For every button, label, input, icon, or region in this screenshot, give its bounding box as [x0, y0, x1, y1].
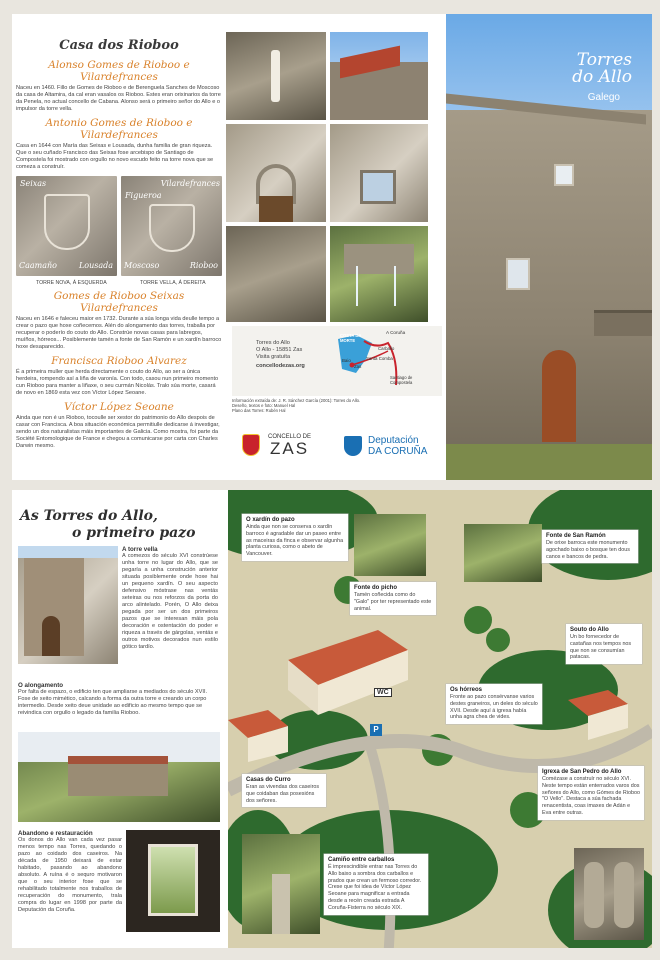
photo-gargoyle [330, 32, 428, 120]
gomes-text: Naceu en 1646 e faleceu maior en 1732. Durante a súa longa vida deulle tempo a crear o pazo que hoxe coñecemos. Alén do alongamento das torres, traballa por recuperar o poderío do couto do Allo. Constrúe novas casas para labregos, muíños, hórreos... Posiblemente tamén a fonte de San Ramón e un xardín barroco hoxe desaparecido. [16, 316, 222, 350]
card-horreos-title: Os hórreos [450, 687, 483, 693]
cover-language: Galego [587, 92, 620, 103]
cover-title [572, 52, 632, 86]
alonso-text: Naceu en 1460. Fillo de Gomes de Rioboo e de Berenguela Sanches de Moscoso da casa de Altamira, da cal eran vasalos os Rioboo. Estes eran orixinarios da torre da Penela, no actual concello de Cabana. Alonso será o primeiro señor do Allo e o impulsor da torre vella. [16, 85, 221, 112]
shield-right [121, 176, 222, 276]
card-curro-text: Eran as vivendas dos caseiros que coidaban das posesións dos señores. [246, 784, 320, 804]
francisca-heading: Francisca Rioboo Alvarez [51, 355, 187, 367]
victor-heading: Víctor López Seoane [64, 401, 174, 413]
cover-photo [446, 14, 652, 480]
deputacion-logo-text [368, 436, 427, 457]
mini-map-santa-comba: Santa Comba [366, 356, 393, 361]
alongamento-text: Por falta de espazo, o edificio ten que ampliarse a mediados do século XVII. Fose de xeito mimético, calcando a forma da outra torre e creando un corpo intermedio. Desde xeito deue unidade ao edificio ao mesmo tempo que se reivindica con orgullo o legado da familia Rioboo. [18, 689, 208, 716]
info-line-2: O Allo - 15851 Zas [256, 347, 303, 353]
gomes-heading: Gomes de Rioboo Seixas Vilardefrances [53, 290, 185, 314]
credits-line-2: Deseño, textos e foto: Manuel Hal [232, 403, 296, 408]
photo-window-interior [126, 830, 220, 932]
card-xardin-text: Ainda que non se conserva o xardín barroco é agradable dar un paseo entre as maceiras da finca e observar algunha planta curiosa, como o abeto de Vancouver. [246, 524, 344, 558]
mini-map-carballo: Carballo [378, 346, 395, 351]
history-title-line-1: As Torres do Allo, [20, 508, 158, 524]
card-fonte-picho-text: Tamén coñecida como do "Galo" por ter representado este animal. [354, 592, 432, 612]
cover-title-line-2: do Allo [572, 67, 632, 87]
card-fonte-ramon-text: De orixe barroca este monumento agochado baixo o bosque ten dous canos e bancos de pedra. [546, 540, 630, 560]
zas-crest-icon [242, 434, 260, 456]
abandono-heading: Abandono e restauración [18, 830, 93, 837]
photo-oak-path [242, 834, 320, 934]
credits [232, 398, 444, 413]
card-souto-text: Un bo fornecedor de castañas nos tempos nos que non se consumían patacas. [570, 634, 632, 661]
cover-grass [446, 444, 652, 480]
victor-text: Ainda que non é un Rioboo, tocoulle ser xestor do patrimonio do Allo despois de casar con Francisca. A boa situación económica permitiulle dedicarse á investigar, sendo un dos naturalistas máis importantes de Galicia. Como mostra, foi parte da Société Entomologique de France e chegou a comunicarse por carta con Charles Darwin mesmo. [16, 415, 220, 449]
shield-left-label-1: Seixas [20, 179, 47, 188]
card-camino-text: É imprescindible entrar nas Torres do Allo baixo a sombra dos carballos e prados que crean un fermoso corredor. Crese que foi idea de Víctor López Seoane para magnificar a entrada desde a recén creada estrada A Coruña-Fisterra no século XIX. [328, 864, 422, 911]
alonso-heading: Alonso Gomes de Rioboo e Vilardefrances [48, 59, 190, 83]
cover-window-top [554, 164, 574, 186]
info-url[interactable]: concellodezas.org [256, 363, 305, 369]
visit-info-box [232, 326, 442, 396]
shield-emblem-icon [44, 194, 90, 250]
shield-left-caption: TORRE NOVA, Á ESQUERDA [36, 280, 107, 286]
card-xardin-title: O xardín do pazo [246, 517, 295, 523]
abandono-text [18, 830, 122, 914]
card-xardin [242, 514, 348, 561]
map-wc-badge: WC [374, 688, 392, 697]
photo-window-carved [330, 124, 428, 222]
card-fonte-picho-title: Fonte do picho [354, 585, 397, 591]
card-souto-title: Souto do Allo [570, 627, 609, 633]
casa-title: Casa dos Rioboo [59, 38, 179, 53]
card-fonte-ramon-title: Fonte de San Ramón [546, 533, 606, 539]
antonio-text: Casa en 1644 con María das Seixas e Lousada, dunha familia de gran riqueza. Que o seu cuñado Francisco das Seixas fose arcebispo de Santiago de Compostela foi mostrado con orgullo no novo escudo feito na torre nova que se comeza a construír. [16, 143, 214, 170]
alongamento-block [18, 682, 220, 717]
alongamento-heading: O alongamento [18, 682, 64, 689]
card-souto [566, 624, 642, 664]
photo-window-slit [226, 32, 326, 120]
card-fonte-picho [350, 582, 436, 615]
logo-row [232, 412, 442, 472]
photo-fountain-spouts [330, 226, 428, 322]
card-fonte-ramon [542, 530, 638, 563]
card-igrexa-title: Igrexa de San Pedro do Allo [542, 769, 622, 775]
shield-right-label-3: Moscoso [124, 261, 160, 270]
concello-logo-text [268, 434, 311, 457]
concello-line-1: CONCELLO DE [268, 434, 312, 440]
torre-vella-heading: A torre vella [122, 546, 158, 553]
family-column [12, 14, 226, 480]
shield-emblem-icon [149, 204, 195, 252]
shield-right-label-4: Rioboo [189, 261, 218, 270]
abandono-text-body: Os donos do Allo van cada vez pasar menos tempo nas Torres, quedando o pazo ao coidado dos caseiros. Na década de 1950 deixará de estar habitado, pasando ao abandono absoluto. A ruína é o sequro motivaron que o seu interior fose que se rehabilitado totalmente nos traballos de recuperación do monumento, trala compra do lugar en 1998 por parte da Deputación da Coruña. [18, 837, 122, 913]
torre-vella-text-body: A comezos do século XVI constrúese unha torre no lugar do Allo, que se pegaría a unha construción anterior situada posiblemente onde hoxe hai un pequeno xardín. O seu aspecto defensivo móstrase nas ventás seteiras ou nos reforzos da porta do arco alintelado. Porén, O Allo deixa pegada por ser un dos primeiros pazos que se interesan máis pola decoración e ostentación do poder e riqueza a través de gárgolas, ventás e outros motivos decorados nun estilo gótico tardío. [122, 553, 218, 650]
deputacion-line-1: Deputación [368, 435, 419, 446]
shield-right-label-1: Vilardefrances [160, 179, 220, 188]
shields-row [16, 176, 222, 288]
mini-map-costa: COSTA DA MORTE [340, 333, 362, 343]
cover-title-line-1: Torres [576, 50, 632, 70]
deputacion-emblem-icon [344, 436, 362, 456]
history-title-line-2: o primeiro pazo [72, 525, 196, 541]
mini-map-zas: Zas [354, 364, 362, 369]
card-curro [242, 774, 326, 807]
photo-old-tower [18, 546, 118, 664]
bottom-panel [12, 490, 652, 948]
photo-fonte-ramon [464, 524, 542, 582]
photo-adam-eve-relief [574, 848, 644, 940]
shield-left-label-2: Caamaño [19, 261, 57, 270]
mini-map-baio: Baio [342, 358, 351, 363]
card-igrexa [538, 766, 644, 820]
photo-doorway [226, 124, 326, 222]
shield-right-label-2: Figueroa [125, 191, 162, 200]
shield-left-label-3: Lousada [78, 261, 113, 270]
shield-right-caption: TORRE VELLA, Á DEREITA [140, 280, 206, 286]
card-camino [324, 854, 428, 915]
card-igrexa-text: Comézase a construír no século XVI. Neste tempo están enterrados varos dos señores do Allo, como Gómes de Rioboo "O Vello". Destaca a súa fachada renacentista, coas imaxes de Adán e Eva entre outras. [542, 776, 640, 816]
torre-vella-text [122, 546, 218, 651]
info-line-1: Torres do Allo [256, 340, 290, 346]
history-column [12, 490, 226, 948]
cover-balcony [594, 310, 652, 336]
credits-line-1: Información extraída de: J. R. Sánchez García (2001): Torres do Allo. [232, 398, 361, 403]
credits-line-3: Plano das Torres: Rubén Hal [232, 408, 286, 413]
map-parking-badge: P [370, 724, 382, 736]
illustrated-site-map [228, 490, 652, 948]
card-horreos-text: Fronte ao pazo consérvanse varios destes graneiros, un deles do século XVII. Desde aquí á igrexa había unha agra chea de vides. [450, 694, 538, 721]
photo-stone-detail [226, 226, 326, 322]
concello-line-2: ZAS [269, 439, 310, 458]
visit-info-text [256, 340, 305, 370]
antonio-heading: Antonio Gomes de Rioboo e Vilardefrances [45, 117, 193, 141]
card-horreos [446, 684, 542, 724]
mini-map-santiago: Santiago de Compostela [390, 375, 413, 385]
card-curro-title: Casas do Curro [246, 777, 291, 783]
top-panel [12, 14, 652, 480]
francisca-text: É a primeira muller que herda directamente o couto do Allo, ao ser a única herdeira, rompendo así a liña de varonía. Con todo, casou nun primeiro momento cun Rioboo para manter a liñaxe, o seu curmán Nicolás. Tralo súa morte, casará de novo en 1869 esta vez con Víctor López Seoane. [16, 369, 219, 396]
history-title [20, 508, 195, 542]
cover-window-mid [506, 258, 530, 290]
info-line-3: Visita gratuíta [256, 354, 291, 360]
mini-map-a-coruna: A Coruña [386, 330, 406, 335]
card-camino-title: Camiño entre carballos [328, 857, 395, 863]
deputacion-line-2: DA CORUÑA [368, 446, 428, 457]
photo-pazo-panorama [18, 732, 220, 822]
cover-door [542, 350, 576, 442]
shield-left [16, 176, 117, 276]
photo-xardin [354, 514, 426, 576]
